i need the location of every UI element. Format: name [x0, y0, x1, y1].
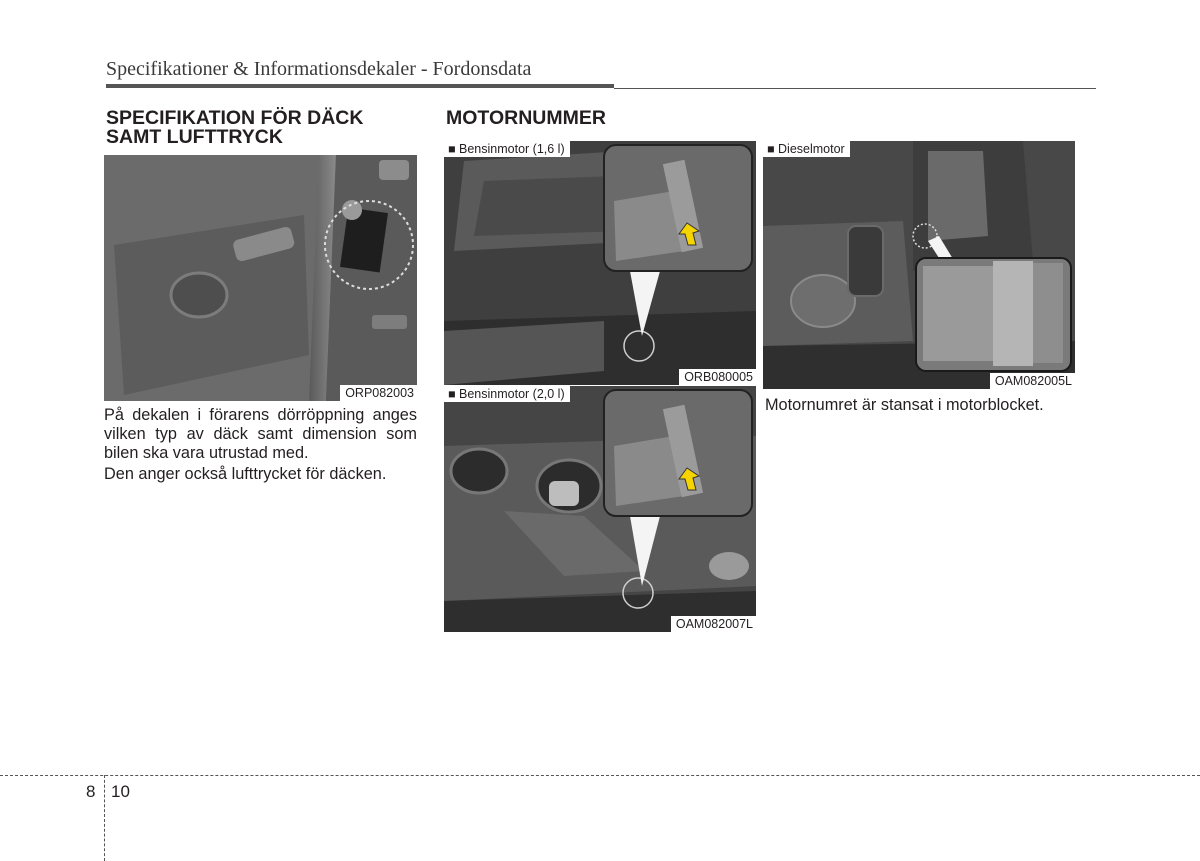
chapter-number: 8 [86, 782, 96, 801]
page-number: 10 [111, 782, 130, 801]
tire-paragraph-1: På dekalen i förarens dörröppning anges vilken typ av däck samt dimension som bilen ska vara utrustad med. [104, 406, 417, 462]
diesel-engine-photo [763, 141, 1075, 389]
tire-title-line1: SPECIFIKATION FÖR DÄCK [106, 107, 364, 129]
tire-label-photo [104, 155, 417, 401]
diesel-engine-illustration [763, 141, 1075, 389]
petrol-16-engine-photo [444, 141, 756, 385]
petrol-20-engine-photo [444, 386, 756, 632]
page-header-title: Specifikationer & Informationsdekaler - Fordonsdata [106, 58, 532, 80]
tire-paragraph-2: Den anger också lufttrycket för däcken. [104, 465, 387, 483]
tire-section-title [106, 109, 363, 147]
header-rule-thin [614, 88, 1096, 89]
petrol-16-engine-illustration [444, 141, 756, 385]
tire-body-text [104, 406, 417, 484]
footer-rule [0, 775, 1200, 776]
petrol-16-image-code: ORB080005 [679, 369, 756, 385]
diesel-label: ■ Dieselmotor [763, 141, 850, 157]
petrol-20-engine-illustration [444, 386, 756, 632]
header-rule [106, 84, 614, 88]
door-jamb-illustration [104, 155, 417, 401]
tire-image-code: ORP082003 [340, 385, 417, 401]
engine-body-text: Motornumret är stansat i motorblocket. [765, 396, 1044, 414]
petrol-16-label: ■ Bensinmotor (1,6 l) [444, 141, 570, 157]
footer-vertical-rule [104, 775, 105, 861]
engine-section-title: MOTORNUMMER [446, 107, 606, 129]
diesel-image-code: OAM082005L [990, 373, 1075, 389]
tire-title-line2: SAMT LUFTTRYCK [106, 126, 283, 148]
petrol-20-label: ■ Bensinmotor (2,0 l) [444, 386, 570, 402]
petrol-20-image-code: OAM082007L [671, 616, 756, 632]
